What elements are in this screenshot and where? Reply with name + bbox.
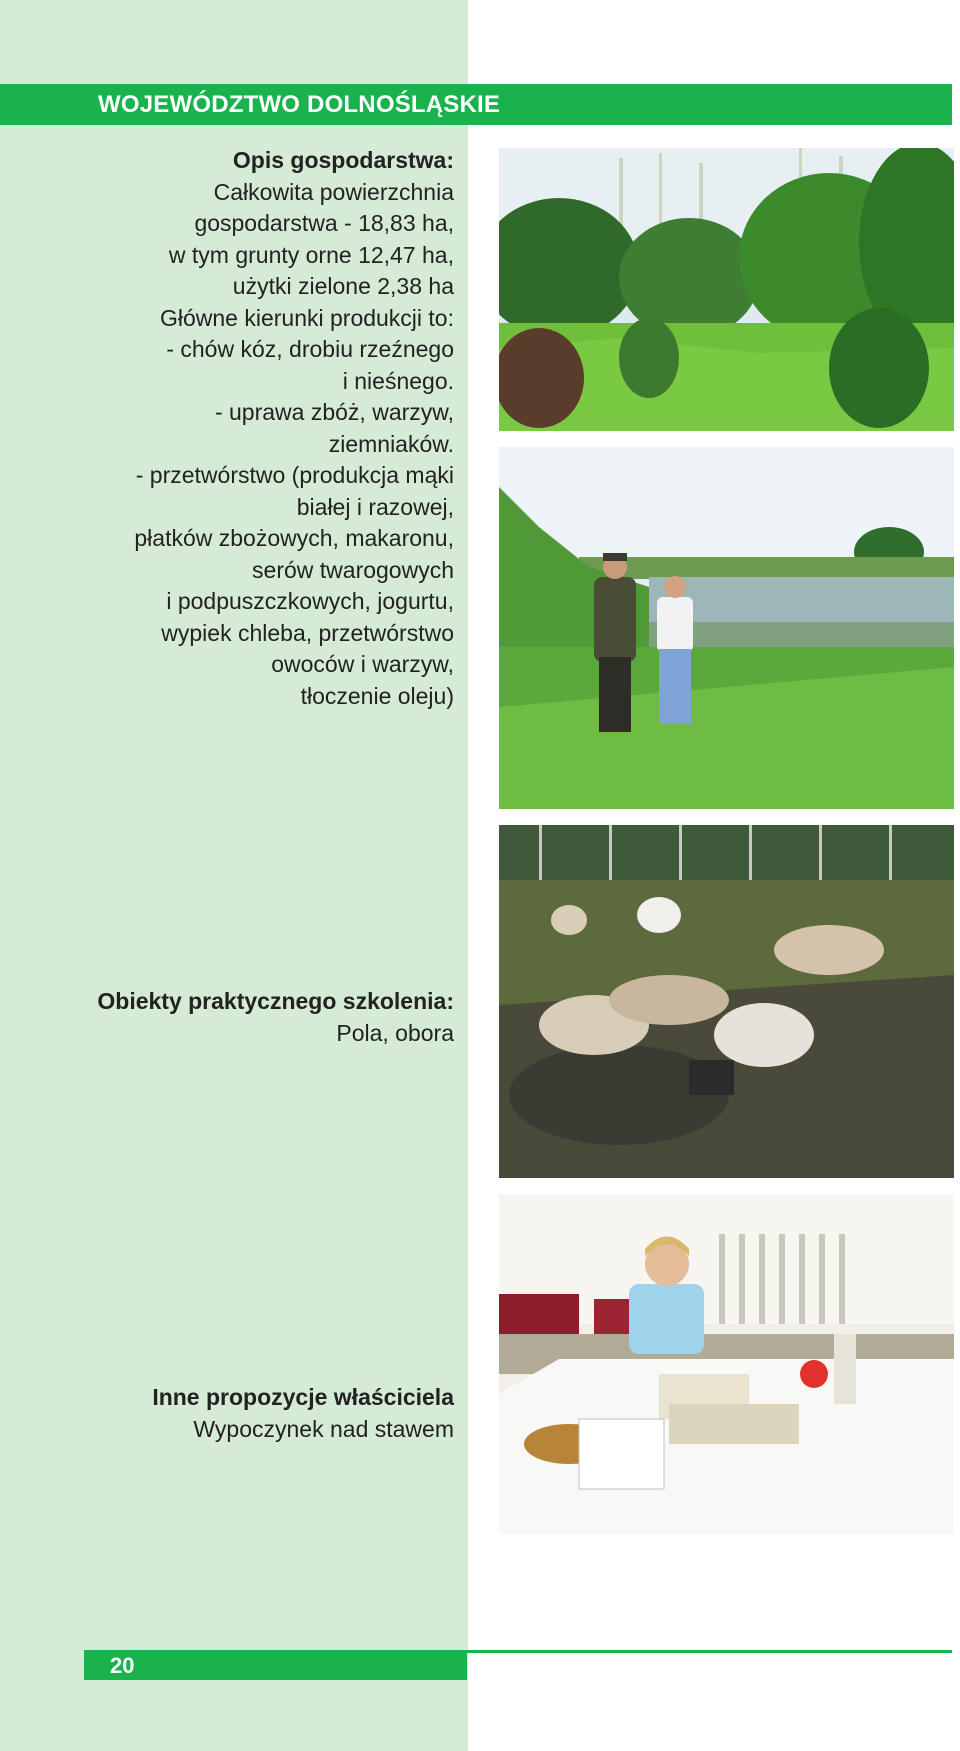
training-section [97,986,454,1049]
training-heading: Obiekty praktycznego szkolenia: [97,988,454,1014]
other-value: Wypoczynek nad stawem [193,1415,454,1442]
other-proposals-section [152,1382,454,1445]
garden-photo [499,148,954,431]
description-line: wypiek chleba, przetwórstwo [161,619,454,646]
page-header-title: WOJEWÓDZTWO DOLNOŚLĄSKIE [98,91,501,118]
description-line: Główne kierunki produkcji to: [159,304,454,331]
description-line: - chów kóz, drobiu rzeźnego [166,336,454,362]
description-line: owoców i warzyw, [271,651,454,677]
description-line: w tym grunty orne 12,47 ha, [168,241,454,268]
page-number: 20 [110,1653,135,1678]
description-heading: Opis gospodarstwa: [232,147,454,173]
description-line: użytki zielone 2,38 ha [232,273,454,299]
description-line: białej i razowej, [296,493,454,520]
footer-bar [84,1650,467,1680]
description-line: ziemniaków. [328,430,454,457]
description-line: i nieśnego. [342,367,454,394]
goats-photo [499,825,954,1178]
description-line: płatków zbożowych, makaronu, [134,525,454,551]
other-heading: Inne propozycje właściciela [152,1384,454,1410]
description-line: i podpuszczkowych, jogurtu, [166,588,454,614]
description-line: serów twarogowych [252,556,454,583]
cheese-table-photo [499,1194,954,1534]
description-line: Całkowita powierzchnia [213,178,454,205]
training-value: Pola, obora [336,1019,454,1046]
description-line: - przetwórstwo (produkcja mąki [135,462,454,488]
description-line: gospodarstwa - 18,83 ha, [194,210,454,236]
pond-couple-photo [499,447,954,809]
description-line: - uprawa zbóż, warzyw, [214,399,454,425]
farm-description [134,145,454,712]
description-line: tłoczenie oleju) [300,682,454,709]
